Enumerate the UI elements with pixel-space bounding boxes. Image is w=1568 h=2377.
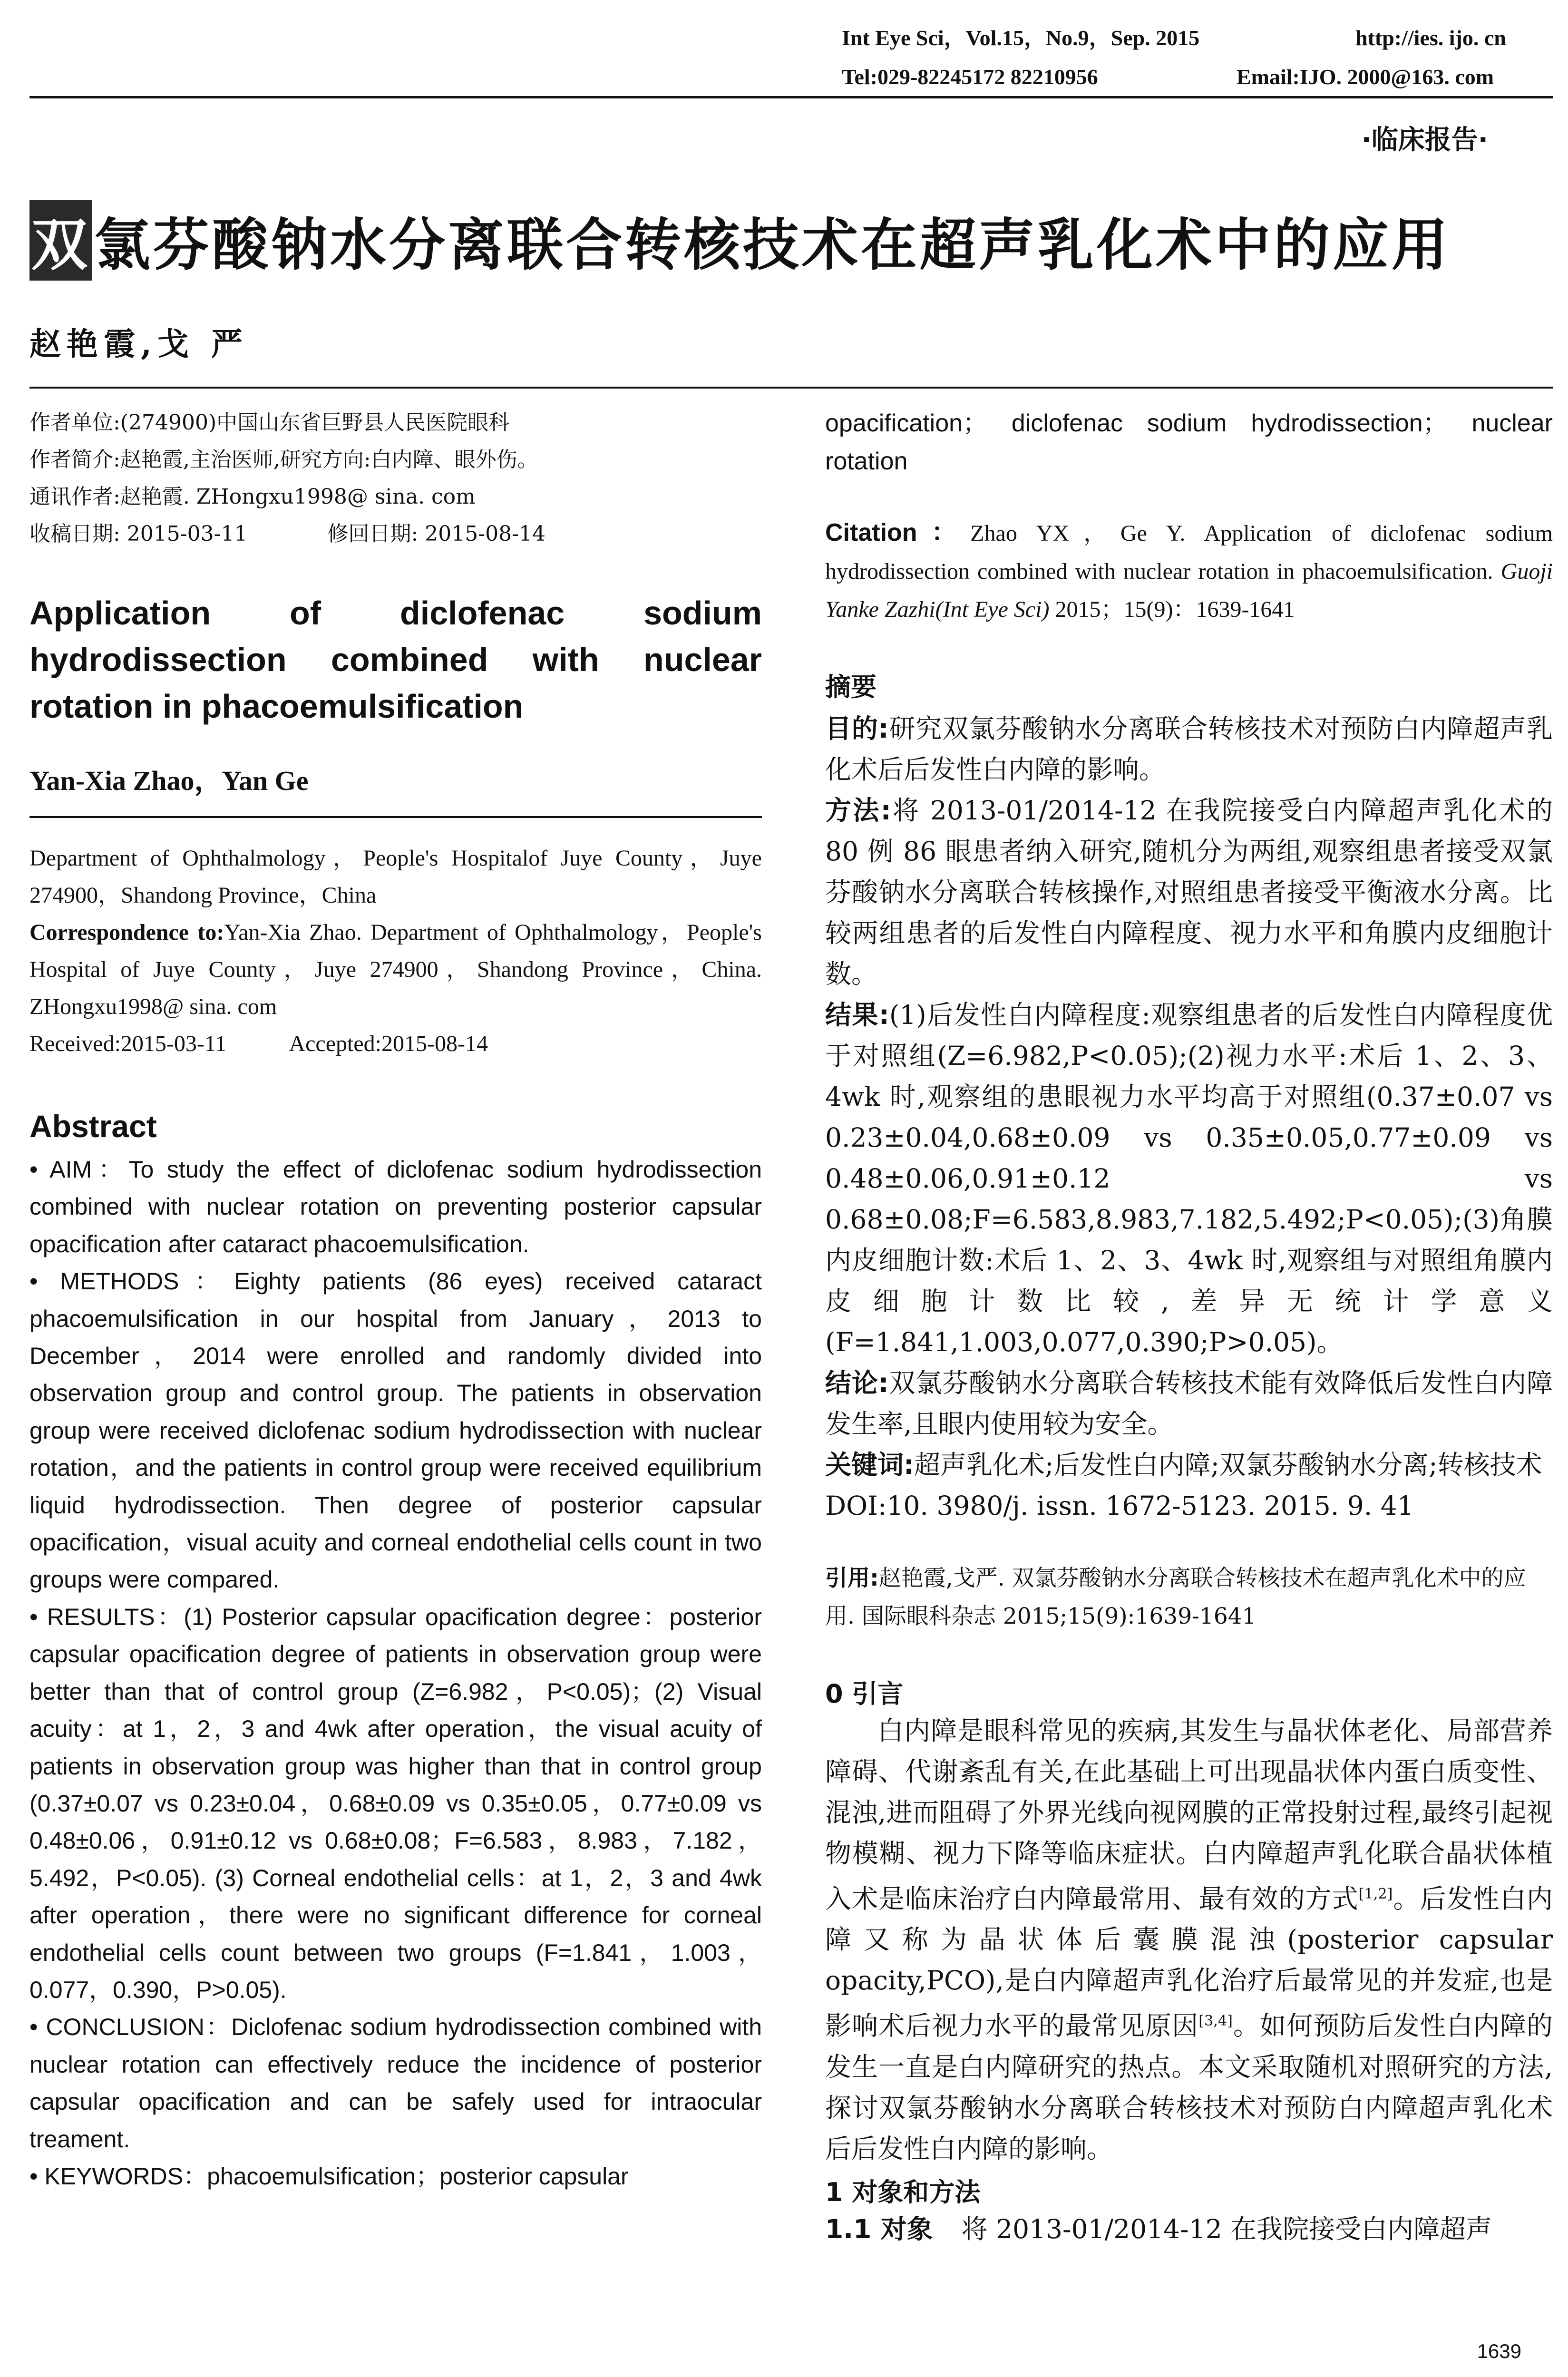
- citation-journal: Guoji Yanke Zazhi(Int Eye Sci): [825, 559, 1553, 622]
- cn-conclusion-label: 结论:: [825, 1368, 889, 1398]
- correspondence-label: Correspondence to:: [29, 920, 224, 945]
- author-unit: 作者单位:(274900)中国山东省巨野县人民医院眼科: [29, 410, 510, 435]
- citation-tail: 2015；15(9)：1639-1641: [1049, 597, 1295, 622]
- abstract-methods: • METHODS：Eighty patients (86 eyes) received cataract phacoemulsification in our hospital from January，2013 to December，2014 were enrolled and randomly divided into observation group and control group. The patients in observation group were received diclofenac sodium hydrodissection with nuclear rotation，and the patients in control group were received equilibrium liquid hydrodissection. Then degree of posterior capsular opacification，visual acuity and corneal endothelial cells count in two groups were compared.: [29, 1268, 762, 1593]
- journal-url[interactable]: http://ies. ijo. cn: [1355, 26, 1506, 50]
- cn-aim-label: 目的:: [825, 713, 889, 744]
- received-date-en: Received:2015-03-11: [29, 1031, 227, 1056]
- affiliation: Department of Ophthalmology，People's Hospitalof Juye County，Juye 274900，Shandong Province，China: [29, 846, 762, 908]
- received-date-cn: 收稿日期: 2015-03-11: [29, 522, 248, 546]
- correspondence: [29, 914, 762, 1025]
- correspondence-text: Yan-Xia Zhao. Department of Ophthalmology，People's Hospital of Juye County，Juye 274900，Shandong Province，China. ZHongxu1998@ sina. com: [29, 920, 762, 1019]
- abstract-aim: • AIM：To study the effect of diclofenac sodium hydrodissection combined with nuclear rotation on preventing posterior capsular opacification after cataract phacoemulsification.: [29, 1156, 762, 1257]
- cn-keywords: [825, 1444, 1553, 1485]
- english-title: Application of diclofenac sodium hydrodissection combined with nuclear rotation in phacoemulsification: [29, 594, 762, 725]
- intro-text-2: 。后发性白内障又称为晶状体后囊膜混浊(posterior capsular opacity,PCO),是白内障超声乳化治疗后最常见的并发症,也是影响术后视力水平的最常见原因: [825, 1883, 1553, 2041]
- accepted-date-en: Accepted:2015-08-14: [289, 1031, 488, 1056]
- ref-1-2[interactable]: [1,2]: [1358, 1886, 1393, 1902]
- corresponding-author: 通讯作者:赵艳霞. ZHongxu1998@ sina. com: [29, 485, 476, 509]
- email-line[interactable]: Email:IJO. 2000@163. com: [1237, 65, 1494, 89]
- methods-heading: 1 对象和方法: [825, 2177, 981, 2207]
- cn-keywords-label: 关键词:: [825, 1450, 914, 1480]
- intro-paragraph: [825, 1710, 1553, 2169]
- ref-3-4[interactable]: [3,4]: [1198, 2013, 1233, 2030]
- header-rule: [29, 96, 1553, 98]
- cn-results: [825, 994, 1553, 1363]
- title-first-char: 双: [29, 200, 92, 281]
- cn-keywords-text: 超声乳化术;后发性白内障;双氯芬酸钠水分离;转核技术: [914, 1450, 1542, 1480]
- abstract-keywords: • KEYWORDS：phacoemulsification；posterior capsular: [29, 2163, 629, 2190]
- citation-cn-label: 引用:: [825, 1565, 879, 1591]
- cn-abstract-body: [825, 708, 1553, 1526]
- abstract-results: • RESULTS：(1) Posterior capsular opacification degree：posterior capsular opacification degree of patients in observation group were better than that of control group (Z=6.982，P<0.05)；(2) Visual acuity：at 1，2，3 and 4wk after operation，the visual acuity of patients in observation group was higher than that in control group (0.37±0.07 vs 0.23±0.04，0.68±0.09 vs 0.35±0.05，0.77±0.09 vs 0.48±0.06，0.91±0.12 vs 0.68±0.08；F=6.583，8.983，7.182，5.492，P<0.05). (3) Corneal endothelial cells：at 1，2，3 and 4wk after operation，there were no significant difference for corneal endothelial cells count between two groups (F=1.841，1.003，0.077，0.390，P>0.05).: [29, 1603, 762, 2003]
- citation-cn-text: 赵艳霞,戈严. 双氯芬酸钠水分离联合转核技术在超声乳化术中的应用. 国际眼科杂志 2015;15(9):1639-1641: [825, 1565, 1526, 1629]
- intro-heading: 0 引言: [825, 1679, 904, 1709]
- subject-text: 将 2013-01/2014-12 在我院接受白内障超声: [961, 2213, 1492, 2244]
- right-column: [825, 404, 1553, 2250]
- doi[interactable]: DOI:10. 3980/j. issn. 1672-5123. 2015. 9. 41: [825, 1490, 1414, 1521]
- cn-aim: [825, 708, 1553, 790]
- keywords-continued: opacification； diclofenac sodium hydrodissection； nuclear rotation: [825, 409, 1553, 475]
- authors-cn: 赵艳霞,戈 严: [29, 325, 248, 362]
- tel-line: Tel:029-82245172 82210956: [842, 65, 1098, 89]
- dates-cn: [29, 516, 762, 553]
- cn-aim-text: 研究双氯芬酸钠水分离联合转核技术对预防白内障超声乳化术后后发性白内障的影响。: [825, 713, 1553, 785]
- citation-en: [825, 514, 1553, 629]
- cn-results-label: 结果:: [825, 1000, 889, 1030]
- journal-line: Int Eye Sci，Vol.15，No.9，Sep. 2015: [842, 26, 1200, 50]
- cn-methods-label: 方法:: [825, 795, 891, 826]
- subject-line: [825, 2209, 1553, 2250]
- abstract-body: [29, 1151, 762, 2195]
- cn-methods-text: 将 2013-01/2014-12 在我院接受白内障超声乳化术的 80 例 86 眼患者纳入研究,随机分为两组,观察组患者接受双氯芬酸钠水分离联合转核操作,对照组患者接受平衡液水分离。比较两组患者的后发性白内障程度、视力水平和角膜内皮细胞计数。: [825, 795, 1553, 989]
- section-tag: ·临床报告·: [1361, 125, 1488, 156]
- revised-date-cn: 修回日期: 2015-08-14: [327, 522, 545, 546]
- citation-label: Citation：: [825, 519, 971, 546]
- article-title: [29, 200, 1451, 281]
- subject-heading: 1.1 对象: [825, 2213, 933, 2244]
- citation-text: Zhao YX，Ge Y. Application of diclofenac sodium hydrodissection combined with nuclear rotation in phacoemulsification.: [825, 521, 1553, 584]
- cn-methods: [825, 790, 1553, 994]
- abstract-conclusion: • CONCLUSION：Diclofenac sodium hydrodissection combined with nuclear rotation can effectively reduce the incidence of posterior capsular opacification and can be safely used for intraocular treament.: [29, 2014, 762, 2153]
- english-authors: Yan-Xia Zhao，Yan Ge: [29, 765, 309, 796]
- citation-cn: [825, 1559, 1553, 1636]
- abstract-heading: Abstract: [29, 1109, 157, 1144]
- title-rule: [29, 387, 1553, 389]
- cn-conclusion: [825, 1363, 1553, 1444]
- cn-results-text: (1)后发性白内障程度:观察组患者的后发性白内障程度优于对照组(Z=6.982,P<0.05);(2)视力水平:术后 1、2、3、4wk 时,观察组的患眼视力水平均高于对照组(0.37±0.07 vs 0.23±0.04,0.68±0.09 vs 0.35±0.05,0.77±0.09 vs 0.48±0.06,0.91±0.12 vs 0.68±0.08;F=6.583,8.983,7.182,5.492;P<0.05);(3)角膜内皮细胞计数:术后 1、2、3、4wk 时,观察组与对照组角膜内皮细胞计数比较,差异无统计学意义(F=1.841,1.003,0.077,0.390;P>0.05)。: [825, 1000, 1553, 1357]
- left-column: [29, 404, 762, 2195]
- cn-conclusion-text: 双氯芬酸钠水分离联合转核技术能有效降低后发性白内障发生率,且眼内使用较为安全。: [825, 1368, 1553, 1439]
- cn-abstract-heading: 摘要: [825, 672, 877, 702]
- intro-text-3: 。如何预防后发性白内障的发生一直是白内障研究的热点。本文采取随机对照研究的方法,探讨双氯芬酸钠水分离联合转核技术对预防白内障超声乳化术后后发性白内障的影响。: [825, 2010, 1553, 2164]
- intro-text-1: 白内障是眼科常见的疾病,其发生与晶状体老化、局部营养障碍、代谢紊乱有关,在此基础上可出现晶状体内蛋白质变性、混浊,进而阻碍了外界光线向视网膜的正常投射过程,最终引起视物模糊、视力下降等临床症状。白内障超声乳化联合晶状体植入术是临床治疗白内障最常用、最有效的方式: [825, 1715, 1553, 1914]
- dates-en: [29, 1025, 762, 1062]
- title-rest: 氯芬酸钠水分离联合转核技术在超声乳化术中的应用: [94, 212, 1451, 278]
- author-bio: 作者简介:赵艳霞,主治医师,研究方向:白内障、眼外伤。: [29, 448, 538, 472]
- page-number: 1639: [1477, 2340, 1521, 2362]
- authors-rule: [29, 816, 762, 818]
